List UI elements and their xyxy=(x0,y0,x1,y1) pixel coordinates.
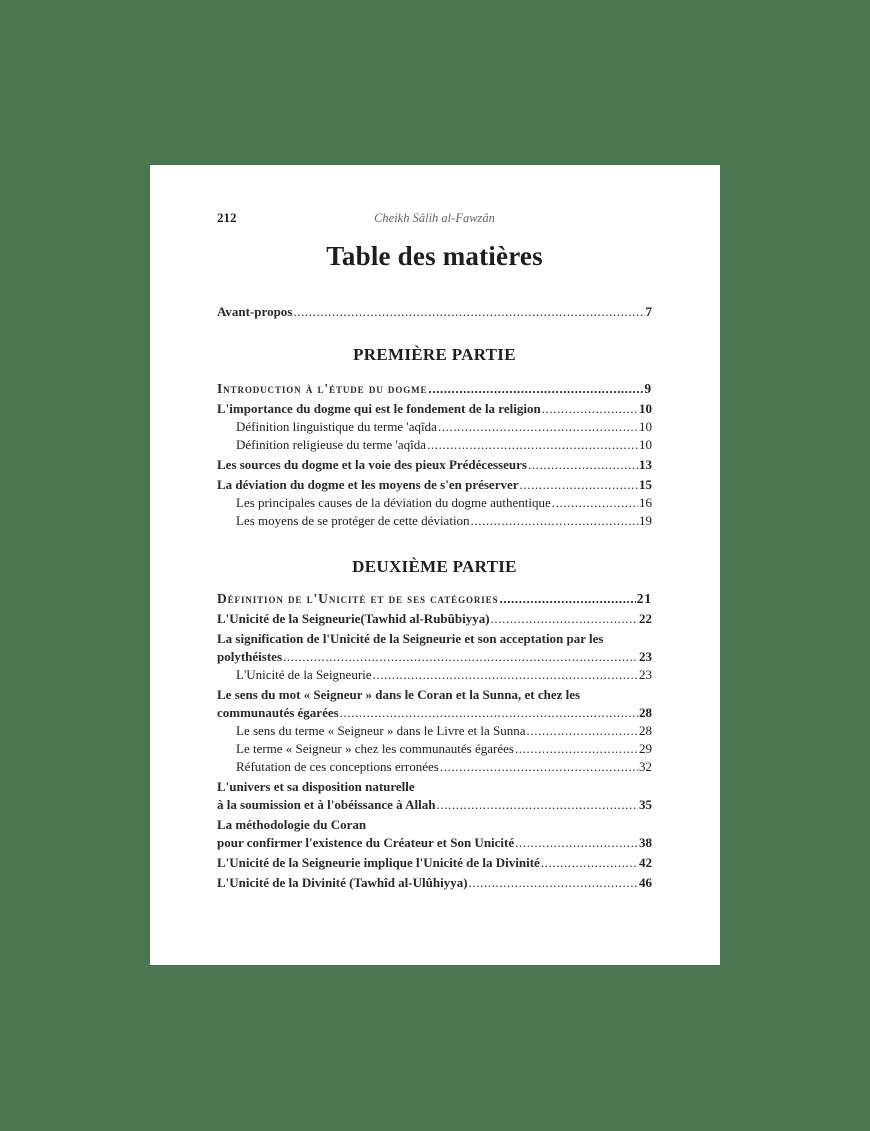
entry-line xyxy=(236,722,652,740)
entry-line xyxy=(217,400,652,418)
dot-leader xyxy=(428,380,643,398)
entry-text: L'Unicité de la Seigneurie implique l'Unicité de la Divinité xyxy=(217,855,540,870)
entry-text: Le sens du terme « Seigneur » dans le Livre et la Sunna xyxy=(236,723,526,738)
toc-entry xyxy=(217,400,652,418)
toc-subentry xyxy=(217,418,652,436)
running-header-author: Cheikh Sâlih al-Fawzân xyxy=(374,210,495,225)
entry-text: Introduction à l'étude du dogme xyxy=(217,381,428,396)
toc-entry xyxy=(217,854,652,872)
entry-text: La signification de l'Unicité de la Seigneurie et son acceptation par les xyxy=(217,631,604,646)
dot-leader xyxy=(438,418,638,436)
toc-entry xyxy=(217,874,652,892)
entry-line xyxy=(217,778,652,796)
toc-subentry xyxy=(217,494,652,512)
entry-page: 32 xyxy=(639,759,652,774)
entry-page: 29 xyxy=(639,741,652,756)
entry-text: Le terme « Seigneur » chez les communautés égarées xyxy=(236,741,514,756)
entry-page: 10 xyxy=(639,419,652,434)
entry-text: Définition de l'Unicité et de ses catégories xyxy=(217,591,499,606)
entry-line xyxy=(236,666,652,684)
dot-leader xyxy=(283,648,638,666)
dot-leader xyxy=(471,512,638,530)
entry-line xyxy=(217,796,652,814)
toc-list-part-1 xyxy=(217,380,652,530)
entry-text: La méthodologie du Coran xyxy=(217,817,367,832)
toc-entry-preface xyxy=(217,303,652,321)
entry-page: 15 xyxy=(639,477,652,492)
entry-line xyxy=(217,686,652,704)
part-heading-1: PREMIÈRE PARTIE xyxy=(353,345,516,364)
book-page xyxy=(150,165,720,965)
entry-page: 23 xyxy=(639,667,652,682)
toc-subentry xyxy=(217,666,652,684)
entry-page: 7 xyxy=(645,304,652,319)
entry-line xyxy=(217,816,652,834)
entry-line xyxy=(217,380,652,398)
dot-leader xyxy=(542,400,638,418)
entry-page: 46 xyxy=(639,875,652,890)
entry-page: 35 xyxy=(639,797,652,812)
toc-chapter xyxy=(217,380,652,398)
entry-text: L'Unicité de la Divinité (Tawhîd al-Ulûhiyya) xyxy=(217,875,468,890)
entry-text: Le sens du mot « Seigneur » dans le Coran et la Sunna, et chez les xyxy=(217,687,581,702)
entry-page: 10 xyxy=(639,401,652,416)
toc-entry xyxy=(217,610,652,628)
entry-line xyxy=(217,704,652,722)
dot-leader xyxy=(500,590,636,608)
entry-line xyxy=(217,648,652,666)
dot-leader xyxy=(293,303,644,321)
toc-subentry xyxy=(217,512,652,530)
toc-entry xyxy=(217,778,652,814)
toc-entry xyxy=(217,816,652,852)
toc-subentry xyxy=(217,740,652,758)
dot-leader xyxy=(552,494,638,512)
toc-entry xyxy=(217,630,652,666)
page-title: Table des matières xyxy=(326,241,543,271)
entry-line xyxy=(236,436,652,454)
dot-leader xyxy=(491,610,638,628)
entry-text: La déviation du dogme et les moyens de s'en préserver xyxy=(217,477,519,492)
entry-page: 28 xyxy=(639,705,652,720)
entry-text: Définition linguistique du terme 'aqîda xyxy=(236,419,437,434)
entry-line xyxy=(236,512,652,530)
entry-text: Réfutation de ces conceptions erronées xyxy=(236,759,439,774)
entry-text: L'Unicité de la Seigneurie(Tawhid al-Rubûbiyya) xyxy=(217,611,490,626)
dot-leader xyxy=(515,834,638,852)
entry-page: 42 xyxy=(639,855,652,870)
entry-line xyxy=(217,874,652,892)
entry-line xyxy=(217,590,652,608)
entry-text: L'Unicité de la Seigneurie xyxy=(236,667,372,682)
entry-text: Les moyens de se protéger de cette déviation xyxy=(236,513,470,528)
entry-line xyxy=(236,494,652,512)
toc-subentry xyxy=(217,758,652,776)
toc-entry xyxy=(217,686,652,722)
entry-page: 28 xyxy=(639,723,652,738)
dot-leader xyxy=(515,740,638,758)
toc-entry xyxy=(217,456,652,474)
entry-page: 38 xyxy=(639,835,652,850)
entry-page: 22 xyxy=(639,611,652,626)
entry-text: Avant-propos xyxy=(217,304,293,319)
entry-text: pour confirmer l'existence du Créateur et Son Unicité xyxy=(217,835,515,850)
entry-page: 19 xyxy=(639,513,652,528)
entry-line xyxy=(217,854,652,872)
toc-subentry xyxy=(217,722,652,740)
entry-line xyxy=(217,456,652,474)
entry-line xyxy=(217,610,652,628)
dot-leader xyxy=(528,456,638,474)
entry-text: L'univers et sa disposition naturelle xyxy=(217,779,415,794)
entry-page: 23 xyxy=(639,649,652,664)
entry-line xyxy=(236,740,652,758)
entry-page: 9 xyxy=(644,381,652,396)
entry-page: 13 xyxy=(639,457,652,472)
entry-text: Définition religieuse du terme 'aqîda xyxy=(236,437,427,452)
entry-line xyxy=(217,476,652,494)
entry-text: communautés égarées xyxy=(217,705,339,720)
entry-page: 10 xyxy=(639,437,652,452)
entry-line xyxy=(236,418,652,436)
toc-subentry xyxy=(217,436,652,454)
dot-leader xyxy=(340,704,638,722)
dot-leader xyxy=(427,436,638,454)
toc-chapter xyxy=(217,590,652,608)
entry-text: L'importance du dogme qui est le fondement de la religion xyxy=(217,401,541,416)
entry-text: polythéistes xyxy=(217,649,282,664)
entry-line xyxy=(217,630,652,648)
toc-list-part-2 xyxy=(217,590,652,892)
entry-text: Les principales causes de la déviation du dogme authentique xyxy=(236,495,551,510)
toc-entry xyxy=(217,476,652,494)
dot-leader xyxy=(527,722,638,740)
dot-leader xyxy=(541,854,638,872)
entry-text: à la soumission et à l'obéissance à Allah xyxy=(217,797,436,812)
dot-leader xyxy=(469,874,638,892)
dot-leader xyxy=(373,666,638,684)
dot-leader xyxy=(520,476,638,494)
entry-line xyxy=(217,834,652,852)
entry-text: Les sources du dogme et la voie des pieux Prédécesseurs xyxy=(217,457,527,472)
running-header: 212 Cheikh Sâlih al-Fawzân xyxy=(217,209,652,227)
entry-line xyxy=(236,758,652,776)
dot-leader xyxy=(440,758,638,776)
entry-page: 16 xyxy=(639,495,652,510)
dot-leader xyxy=(437,796,639,814)
entry-page: 21 xyxy=(636,591,652,606)
part-heading-2: DEUXIÈME PARTIE xyxy=(352,557,517,576)
